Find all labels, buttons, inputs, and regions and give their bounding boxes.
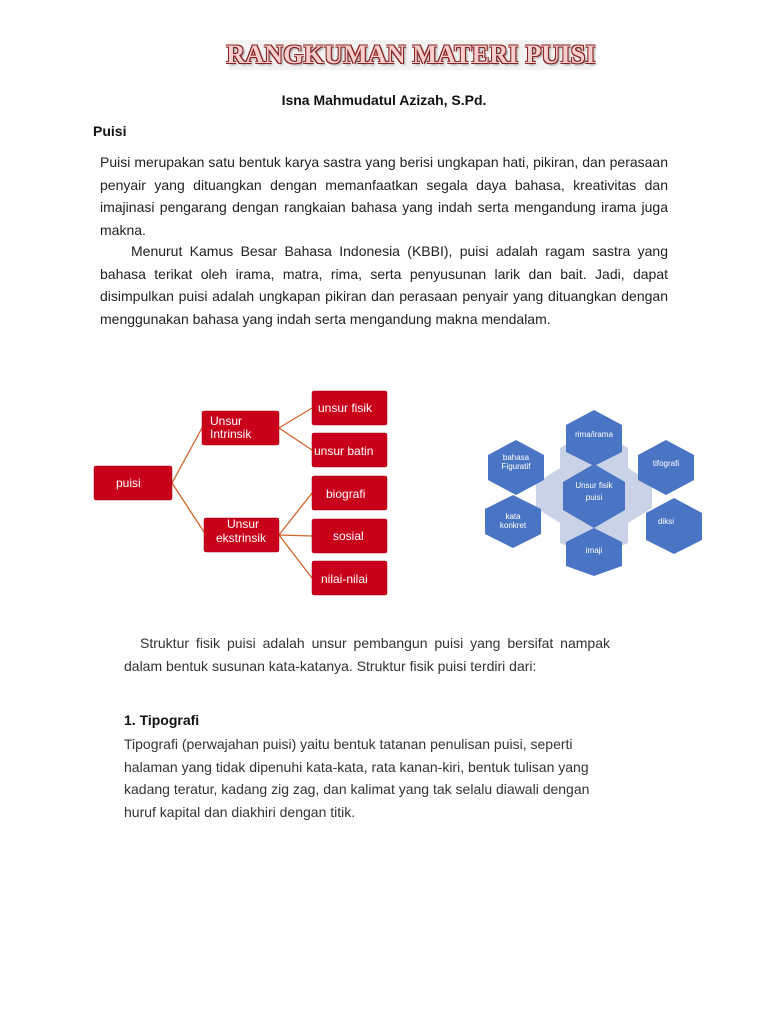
label-nilai-nilai: nilai-nilai (321, 572, 368, 586)
paragraph-definition: Puisi merupakan satu bentuk karya sastra yang berisi ungkapan hati, pikiran, dan perasaan penyair yang dituangkan dengan memanfaatkan segala daya bahasa, kreativitas dan imajinasi pengarang dengan rangkaian bahasa yang indah serta mengandung irama juga makna. (100, 154, 668, 238)
hex-label-top-left-2: Figuratif (501, 462, 531, 471)
label-ekstrinsik-2: ekstrinsik (216, 531, 267, 545)
paragraph-tipografi: Tipografi (perwajahan puisi) yaitu bentuk tatanan penulisan puisi, seperti halaman yang tidak dipenuhi kata-kata, rata kanan-kiri, bentuk tulisan yang kadang teratur, kadang zig zag, dan kalimat yang tak selalu diawali dengan huruf kapital dan diakhiri dengan titik. (124, 736, 590, 820)
hex-label-top: rima/irama (575, 430, 613, 439)
connector-ekstrinsik-biografi (279, 493, 312, 535)
physical-elements-hex-diagram (482, 408, 706, 578)
connector-ekstrinsik-sosial (279, 535, 312, 536)
hex-label-center-2: puisi (585, 493, 603, 502)
paragraph-struktur-fisik: Struktur fisik puisi adalah unsur pembangun puisi yang bersifat nampak dalam bentuk susunan kata-katanya. Struktur fisik puisi terdiri dari: (124, 635, 610, 674)
connector-root-intrinsik (172, 428, 202, 483)
connector-intrinsik-fisik (279, 408, 312, 428)
section-heading: Puisi (93, 123, 127, 139)
connector-intrinsik-batin (279, 428, 312, 450)
document-title: RANGKUMAN MATERI PUISI (226, 40, 596, 69)
subheading-tipografi: 1. Tipografi (124, 712, 200, 728)
label-puisi: puisi (116, 476, 141, 490)
paragraph-kbbi: Menurut Kamus Besar Bahasa Indonesia (KBBI), puisi adalah ragam sastra yang bahasa terikat oleh irama, matra, rima, serta penyusunan larik dan bait. Jadi, dapat disimpulkan puisi adalah ungkapan pikiran dan perasaan penyair yang dituangkan dengan menggunakan bahasa yang indah serta mengandung makna mendalam. (100, 243, 668, 327)
label-biografi: biografi (326, 487, 366, 501)
label-sosial: sosial (333, 529, 364, 543)
label-intrinsik-2: Intrinsik (210, 427, 252, 441)
connector-ekstrinsik-nilai (279, 535, 312, 578)
label-ekstrinsik-1: Unsur (227, 517, 260, 531)
hex-label-bottom-left-2: konkret (499, 521, 527, 530)
hex-label-top-left-1: bahasa (502, 453, 530, 462)
hex-label-top-right: tifografi (652, 459, 680, 468)
hex-label-center-1: Unsur fisik (575, 481, 613, 490)
connector-root-ekstrinsik (172, 483, 204, 532)
hex-label-bottom-right: diksi (657, 517, 675, 526)
author-name: Isna Mahmudatul Azizah, S.Pd. (281, 92, 487, 108)
label-unsur-batin: unsur batin (314, 444, 374, 458)
hex-label-bottom-left-1: kata (505, 512, 521, 521)
hex-bottom-right (646, 498, 702, 554)
hex-label-bottom: imaji (585, 546, 603, 555)
label-unsur-fisik: unsur fisik (318, 401, 373, 415)
structure-tree-diagram (90, 388, 390, 598)
label-intrinsik-1: Unsur (210, 414, 243, 428)
